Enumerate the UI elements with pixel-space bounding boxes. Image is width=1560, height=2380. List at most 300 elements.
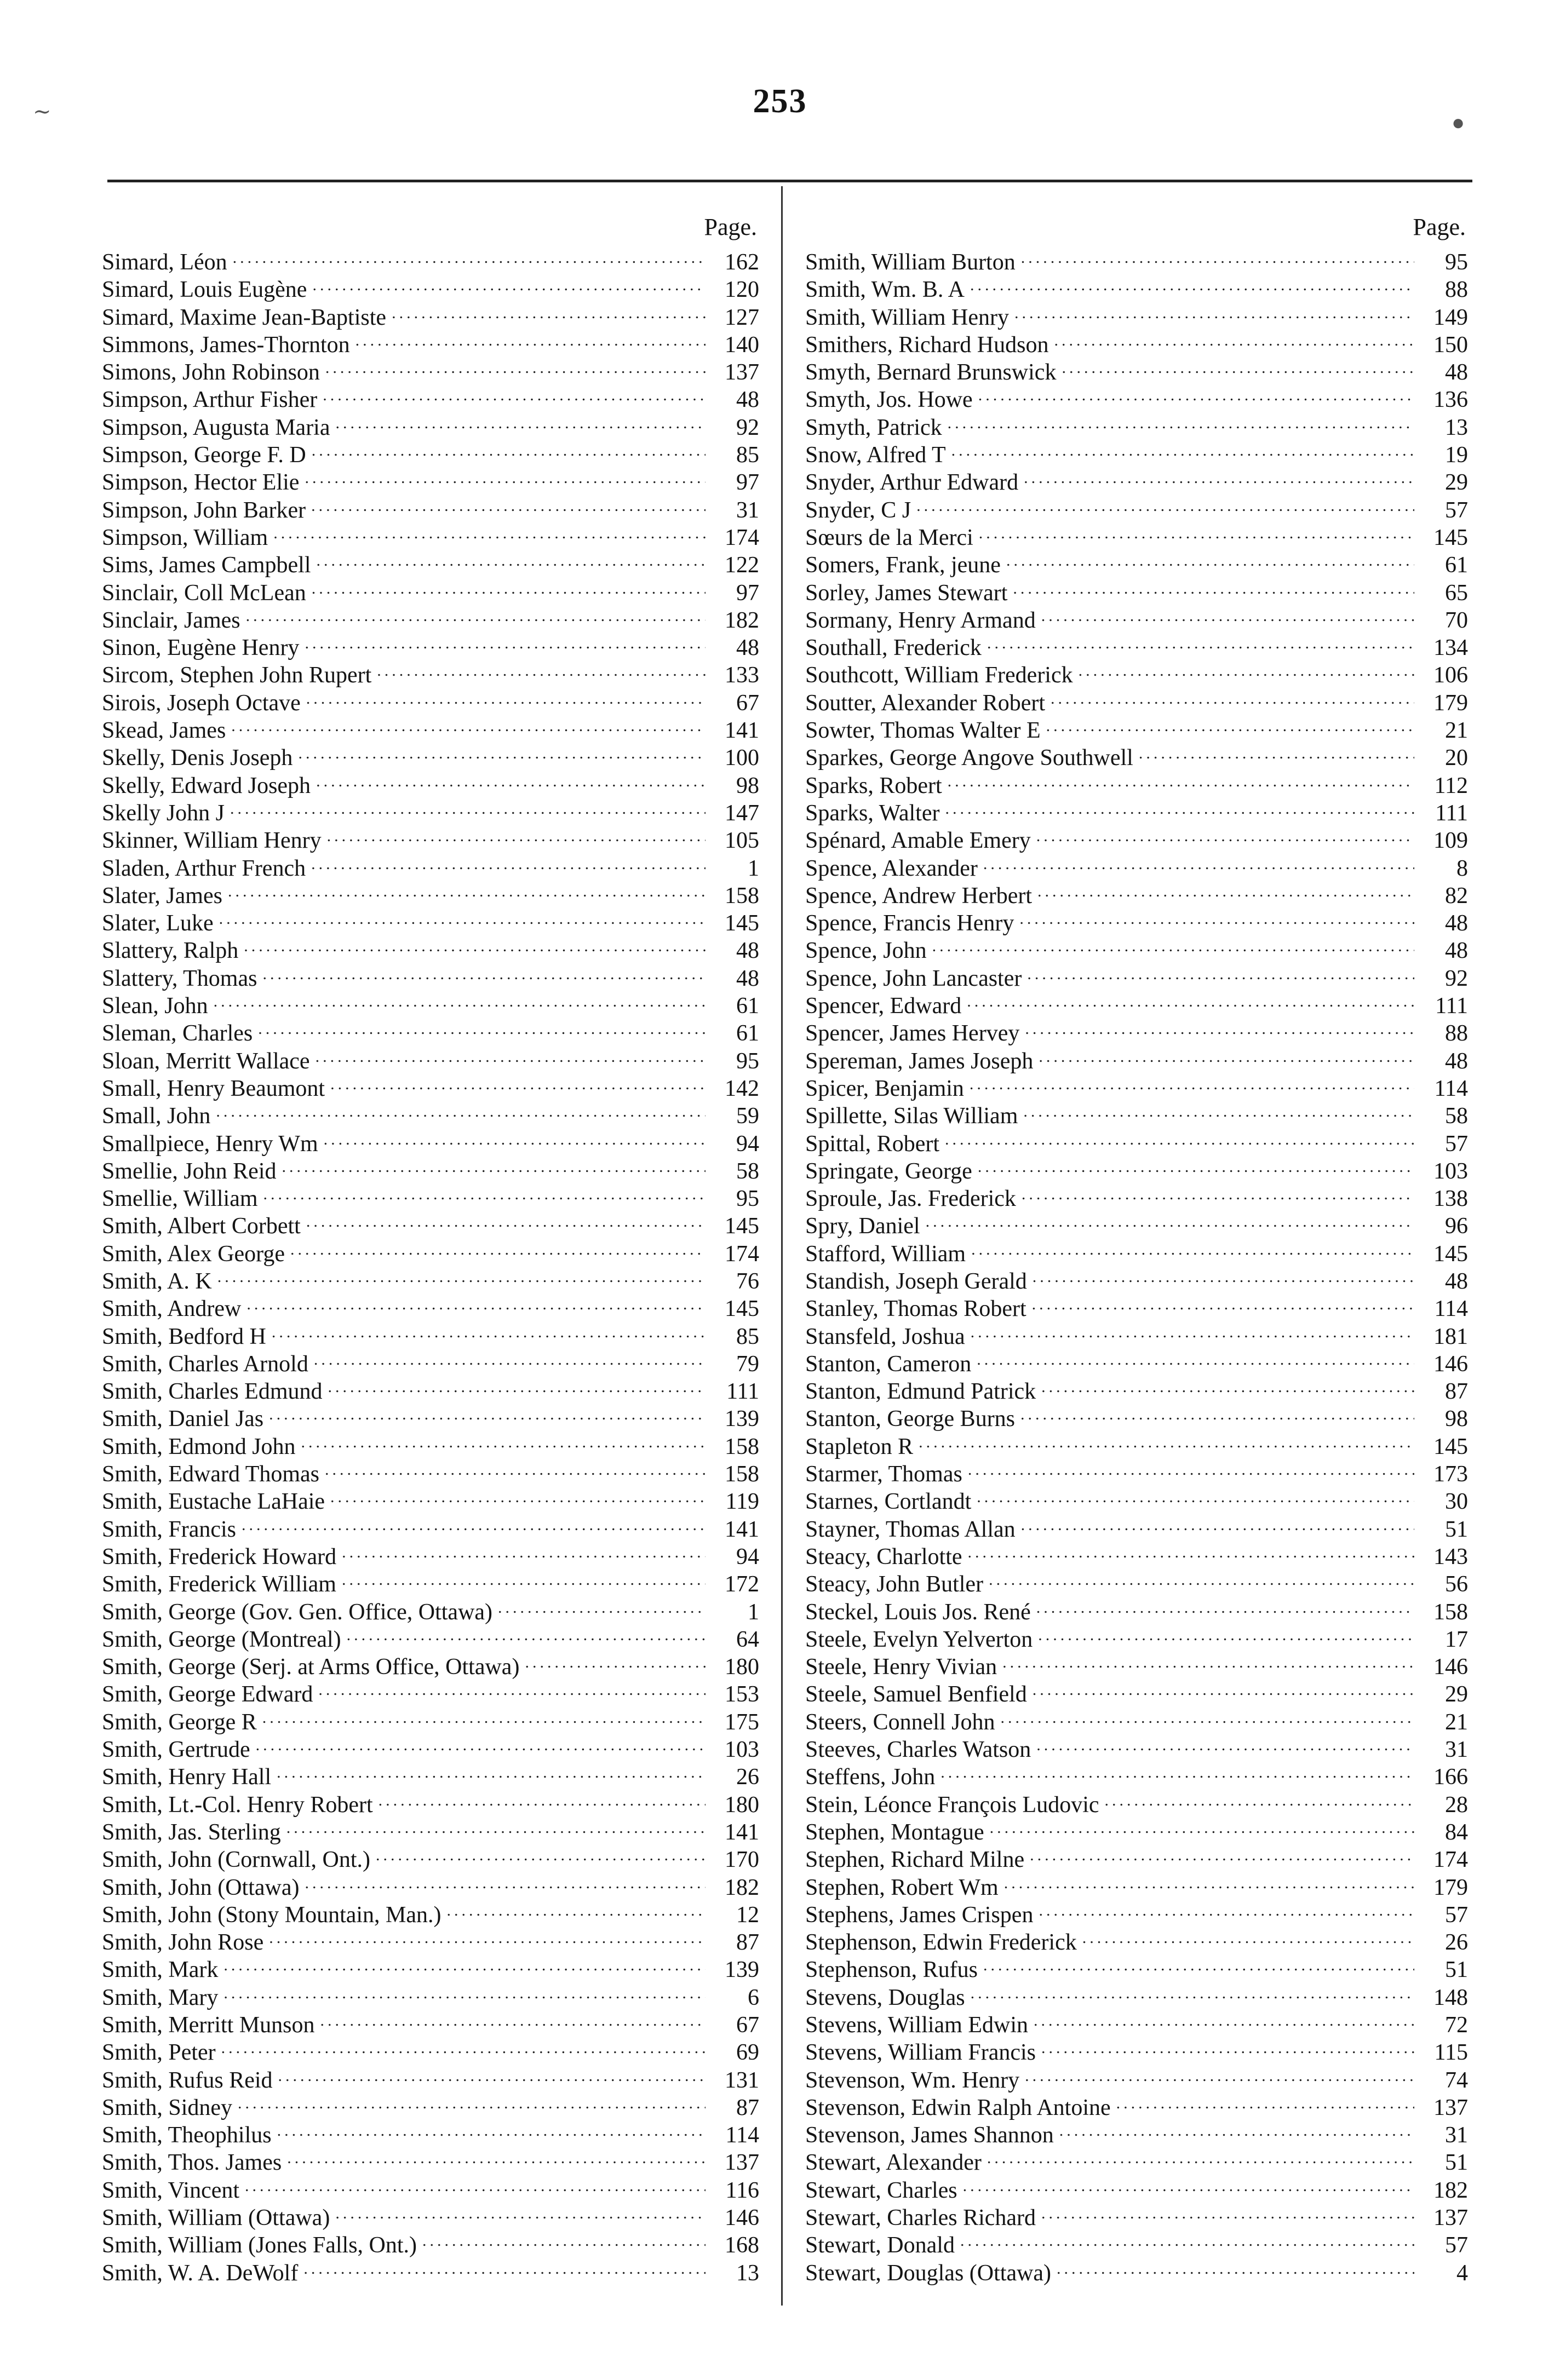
entry-name: Spicer, Benjamin xyxy=(805,1076,964,1101)
dot-leader xyxy=(1036,1729,1414,1757)
entry-name: Sircom, Stephen John Rupert xyxy=(102,663,372,688)
entry-page-number: 17 xyxy=(1445,1626,1468,1652)
entry-page-number: 94 xyxy=(736,1131,759,1157)
entry-name: Sœurs de la Merci xyxy=(805,525,973,550)
entry-list xyxy=(805,242,1468,2286)
entry-page-number: 97 xyxy=(736,470,759,496)
entry-name: Simpson, Arthur Fisher xyxy=(102,387,318,413)
dot-leader xyxy=(219,903,706,930)
dot-leader xyxy=(919,1427,1414,1454)
entry-name: Spence, John Lancaster xyxy=(805,965,1022,991)
entry-page-number: 158 xyxy=(725,1462,759,1487)
entry-name: Somers, Frank, jeune xyxy=(805,553,1001,578)
entry-page-number: 51 xyxy=(1445,2150,1468,2176)
entry-name: Smallpiece, Henry Wm xyxy=(102,1131,318,1157)
entry-page-number: 168 xyxy=(725,2233,759,2258)
entry-name: Stanton, George Burns xyxy=(805,1406,1016,1432)
dot-leader xyxy=(342,1564,706,1591)
dot-leader xyxy=(1030,1839,1414,1867)
entry-page-number: 21 xyxy=(1445,1709,1468,1735)
entry-name: Steele, Samuel Benfield xyxy=(805,1682,1027,1708)
entry-name: Southcott, William Frederick xyxy=(805,663,1073,688)
entry-page-number: 48 xyxy=(736,938,759,964)
dot-leader xyxy=(983,1950,1414,1977)
entry-page-number: 48 xyxy=(1445,911,1468,936)
dot-leader xyxy=(945,1124,1414,1151)
entry-name: Skelly, Edward Joseph xyxy=(102,773,311,798)
entry-page-number: 158 xyxy=(725,883,759,909)
dot-leader xyxy=(216,1096,706,1123)
entry-page-number: 96 xyxy=(1445,1214,1468,1239)
dot-leader xyxy=(1057,2253,1414,2280)
dot-leader xyxy=(1033,1261,1414,1289)
entry-page-number: 106 xyxy=(1433,663,1468,688)
dot-leader xyxy=(273,518,706,545)
entry-page-number: 48 xyxy=(1445,1048,1468,1074)
entry-page-number: 31 xyxy=(1445,1737,1468,1763)
entry-page-number: 57 xyxy=(1445,2233,1468,2258)
dot-leader xyxy=(1024,462,1414,490)
dot-leader xyxy=(977,1481,1414,1509)
dot-leader xyxy=(979,518,1414,545)
dot-leader xyxy=(327,820,706,848)
dot-leader xyxy=(263,1178,706,1206)
entry-name: Smith, Theophilus xyxy=(102,2123,272,2148)
entry-name: Smith, William (Ottawa) xyxy=(102,2205,330,2231)
dot-leader xyxy=(320,2005,706,2032)
dot-leader xyxy=(230,793,706,820)
entry-page-number: 88 xyxy=(1445,277,1468,303)
entry-name: Smith, Jas. Sterling xyxy=(102,1819,281,1845)
entry-name: Simpson, George F. D xyxy=(102,442,306,468)
dot-leader xyxy=(269,1922,706,1950)
entry-page-number: 180 xyxy=(725,1792,759,1818)
entry-page-number: 145 xyxy=(725,911,759,936)
entry-page-number: 158 xyxy=(725,1434,759,1459)
dot-leader xyxy=(960,2225,1414,2252)
entry-name: Smith, Lt.-Col. Henry Robert xyxy=(102,1792,373,1818)
entry-name: Skinner, William Henry xyxy=(102,828,322,854)
entry-name: Smith, William (Jones Falls, Ont.) xyxy=(102,2233,417,2258)
scan-mark: ● xyxy=(1452,110,1465,135)
dot-leader xyxy=(312,573,706,600)
entry-page-number: 1 xyxy=(748,855,759,881)
entry-name: Stephen, Robert Wm xyxy=(805,1875,999,1900)
entry-name: Simard, Louis Eugène xyxy=(102,277,307,303)
entry-page-number: 48 xyxy=(736,965,759,991)
entry-page-number: 134 xyxy=(1433,635,1468,661)
index-column-right xyxy=(805,212,1468,2286)
entry-name: Stevenson, James Shannon xyxy=(805,2123,1054,2148)
entry-name: Spence, Francis Henry xyxy=(805,911,1014,936)
dot-leader xyxy=(1021,242,1414,269)
dot-leader xyxy=(277,2115,706,2142)
entry-page-number: 65 xyxy=(1445,580,1468,606)
dot-leader xyxy=(228,876,706,903)
entry-name: Smith, Francis xyxy=(102,1516,237,1542)
entry-page-number: 137 xyxy=(1433,2205,1468,2231)
entry-name: Slean, John xyxy=(102,993,208,1019)
entry-page-number: 85 xyxy=(736,442,759,468)
entry-page-number: 158 xyxy=(1433,1599,1468,1625)
dot-leader xyxy=(305,1867,706,1895)
entry-page-number: 105 xyxy=(725,828,759,854)
entry-name: Stephens, James Crispen xyxy=(805,1902,1034,1928)
dot-leader xyxy=(330,1068,706,1096)
dot-leader xyxy=(244,930,706,958)
entry-page-number: 145 xyxy=(725,1296,759,1322)
entry-name: Small, Henry Beaumont xyxy=(102,1076,325,1101)
entry-name: Smith, Frederick William xyxy=(102,1572,336,1597)
dot-leader xyxy=(355,325,706,352)
entry-name: Starnes, Cortlandt xyxy=(805,1489,972,1515)
entry-name: Spereman, James Joseph xyxy=(805,1048,1034,1074)
entry-name: Spry, Daniel xyxy=(805,1214,920,1239)
entry-page-number: 48 xyxy=(736,387,759,413)
entry-name: Simard, Léon xyxy=(102,250,227,275)
dot-leader xyxy=(377,655,706,682)
entry-name: Smith, John (Stony Mountain, Man.) xyxy=(102,1902,441,1928)
entry-page-number: 1 xyxy=(748,1599,759,1625)
entry-name: Stein, Léonce François Ludovic xyxy=(805,1792,1099,1818)
dot-leader xyxy=(1006,545,1414,572)
entry-name: Smellie, William xyxy=(102,1186,258,1212)
dot-leader xyxy=(325,1454,706,1481)
entry-page-number: 119 xyxy=(725,1489,759,1515)
dot-leader xyxy=(303,2253,706,2280)
entry-name: Sorley, James Stewart xyxy=(805,580,1008,606)
dot-leader xyxy=(1020,1399,1414,1426)
dot-leader xyxy=(323,380,706,407)
entry-name: Slater, James xyxy=(102,883,222,909)
entry-page-number: 146 xyxy=(725,2205,759,2231)
entry-page-number: 51 xyxy=(1445,1516,1468,1542)
entry-page-number: 137 xyxy=(1433,2095,1468,2120)
dot-leader xyxy=(447,1895,706,1922)
entry-name: Spencer, Edward xyxy=(805,993,962,1019)
entry-page-number: 146 xyxy=(1433,1351,1468,1377)
entry-page-number: 26 xyxy=(1445,1930,1468,1956)
entry-name: Snyder, C J xyxy=(805,497,911,523)
entry-page-number: 61 xyxy=(1445,553,1468,578)
entry-name: Stevenson, Wm. Henry xyxy=(805,2067,1020,2093)
dot-leader xyxy=(1062,352,1414,380)
entry-page-number: 70 xyxy=(1445,607,1468,633)
entry-page-number: 109 xyxy=(1433,828,1468,854)
entry-page-number: 57 xyxy=(1445,1131,1468,1157)
dot-leader xyxy=(1002,1647,1414,1674)
entry-name: Simons, John Robinson xyxy=(102,360,320,386)
entry-page-number: 69 xyxy=(736,2040,759,2066)
entry-page-number: 67 xyxy=(736,2013,759,2038)
column-page-heading: Page. xyxy=(704,214,757,240)
dot-leader xyxy=(1025,2060,1414,2088)
dot-leader xyxy=(311,848,706,876)
entry-page-number: 92 xyxy=(736,415,759,440)
entry-page-number: 74 xyxy=(1445,2067,1468,2093)
scan-mark: ∼ xyxy=(33,99,51,124)
entry-page-number: 111 xyxy=(1435,800,1468,826)
dot-leader xyxy=(311,490,706,518)
dot-leader xyxy=(1041,2032,1414,2060)
dot-leader xyxy=(1032,1289,1414,1316)
dot-leader xyxy=(932,930,1414,958)
entry-name: Sirois, Joseph Octave xyxy=(102,690,301,716)
entry-page-number: 82 xyxy=(1445,883,1468,909)
dot-leader xyxy=(1139,738,1414,765)
entry-name: Smith, Thos. James xyxy=(102,2150,282,2176)
dot-leader xyxy=(290,1234,706,1261)
dot-leader xyxy=(968,1454,1414,1481)
entry-page-number: 133 xyxy=(725,663,759,688)
entry-name: Stewart, Alexander xyxy=(805,2150,982,2176)
entry-name: Simmons, James-Thornton xyxy=(102,332,350,358)
index-column-left xyxy=(102,212,759,2286)
entry-name: Stansfeld, Joshua xyxy=(805,1324,965,1349)
entry-name: Spencer, James Hervey xyxy=(805,1021,1020,1047)
entry-page-number: 146 xyxy=(1433,1654,1468,1680)
entry-name: Smith, Daniel Jas xyxy=(102,1406,264,1432)
entry-page-number: 19 xyxy=(1445,442,1468,468)
entry-name: Stewart, Douglas (Ottawa) xyxy=(805,2260,1052,2286)
entry-name: Simpson, John Barker xyxy=(102,497,306,523)
dot-leader xyxy=(376,1839,706,1867)
entry-page-number: 98 xyxy=(1445,1406,1468,1432)
entry-page-number: 182 xyxy=(1433,2177,1468,2203)
dot-leader xyxy=(217,1261,706,1289)
entry-page-number: 29 xyxy=(1445,1682,1468,1708)
entry-page-number: 76 xyxy=(736,1268,759,1294)
entry-page-number: 174 xyxy=(1433,1847,1468,1873)
entry-page-number: 26 xyxy=(736,1764,759,1790)
dot-leader xyxy=(990,1812,1414,1839)
entry-page-number: 67 xyxy=(736,690,759,716)
entry-page-number: 30 xyxy=(1445,1489,1468,1515)
dot-leader xyxy=(940,1757,1414,1784)
dot-leader xyxy=(262,1702,706,1729)
dot-leader xyxy=(1046,710,1414,738)
dot-leader xyxy=(286,1812,706,1839)
dot-leader xyxy=(316,1041,706,1068)
entry-name: Steckel, Louis Jos. René xyxy=(805,1599,1031,1625)
entry-page-number: 98 xyxy=(736,773,759,798)
dot-leader xyxy=(1022,1178,1414,1206)
entry-name: Stevens, Douglas xyxy=(805,1985,965,2010)
entry-name: Smith, Wm. B. A xyxy=(805,277,965,303)
column-divider xyxy=(781,186,783,2306)
entry-page-number: 115 xyxy=(1434,2040,1468,2066)
entry-page-number: 137 xyxy=(725,360,759,386)
entry-name: Smith, Gertrude xyxy=(102,1737,250,1763)
entry-name: Simpson, Hector Elie xyxy=(102,470,300,496)
dot-leader xyxy=(1041,600,1414,628)
entry-name: Steers, Connell John xyxy=(805,1709,995,1735)
dot-leader xyxy=(989,1564,1414,1591)
dot-leader xyxy=(983,848,1414,876)
entry-page-number: 85 xyxy=(736,1324,759,1349)
dot-leader xyxy=(1027,958,1414,986)
entry-page-number: 180 xyxy=(725,1654,759,1680)
entry-page-number: 103 xyxy=(1433,1158,1468,1184)
entry-name: Smithers, Richard Hudson xyxy=(805,332,1049,358)
entry-name: Smith, Rufus Reid xyxy=(102,2067,273,2093)
entry-name: Spillette, Silas William xyxy=(805,1103,1018,1129)
dot-leader xyxy=(977,1344,1414,1371)
entry-page-number: 153 xyxy=(725,1682,759,1708)
entry-name: Sims, James Campbell xyxy=(102,553,311,578)
dot-leader xyxy=(231,710,706,738)
entry-name: Steacy, Charlotte xyxy=(805,1544,962,1570)
entry-page-number: 57 xyxy=(1445,497,1468,523)
entry-name: Smith, John (Ottawa) xyxy=(102,1875,300,1900)
entry-name: Smith, Eustache LaHaie xyxy=(102,1489,325,1515)
entry-page-number: 131 xyxy=(725,2067,759,2093)
dot-leader xyxy=(316,766,706,793)
entry-page-number: 138 xyxy=(1433,1186,1468,1212)
entry-name: Sloan, Merritt Wallace xyxy=(102,1048,310,1074)
entry-page-number: 94 xyxy=(736,1544,759,1570)
entry-page-number: 28 xyxy=(1445,1792,1468,1818)
dot-leader xyxy=(305,628,706,655)
dot-leader xyxy=(335,2198,706,2225)
entry-page-number: 114 xyxy=(1434,1076,1468,1101)
entry-page-number: 72 xyxy=(1445,2013,1468,2038)
dot-leader xyxy=(314,1344,706,1371)
entry-name: Smith, Andrew xyxy=(102,1296,242,1322)
dot-leader xyxy=(330,1481,706,1509)
entry-name: Sleman, Charles xyxy=(102,1021,253,1047)
entry-name: Smith, William Henry xyxy=(805,304,1010,330)
entry-name: Smith, Peter xyxy=(102,2040,216,2066)
entry-page-number: 179 xyxy=(1433,1875,1468,1900)
entry-name: Simpson, William xyxy=(102,525,268,550)
dot-leader xyxy=(916,490,1414,518)
dot-leader xyxy=(347,1619,706,1647)
entry-name: Sladen, Arthur French xyxy=(102,855,306,881)
entry-name: Spénard, Amable Emery xyxy=(805,828,1031,854)
entry-name: Smith, John (Cornwall, Ont.) xyxy=(102,1847,370,1873)
entry-name: Smith, Edward Thomas xyxy=(102,1462,320,1487)
entry-page-number: 48 xyxy=(1445,1268,1468,1294)
dot-leader xyxy=(971,1977,1414,2005)
entry-page-number: 4 xyxy=(1456,2260,1468,2286)
dot-leader xyxy=(968,1537,1414,1564)
entry-page-number: 111 xyxy=(726,1379,759,1405)
entry-name: Skelly John J xyxy=(102,800,225,826)
dot-leader xyxy=(318,1674,706,1701)
entry-name: Steacy, John Butler xyxy=(805,1572,984,1597)
entry-name: Smith, Mary xyxy=(102,1985,219,2010)
entry-page-number: 145 xyxy=(1433,525,1468,550)
dot-leader xyxy=(238,2088,706,2115)
entry-name: Smith, Albert Corbett xyxy=(102,1214,301,1239)
entry-page-number: 120 xyxy=(725,277,759,303)
dot-leader xyxy=(233,242,706,269)
entry-page-number: 173 xyxy=(1433,1462,1468,1487)
dot-leader xyxy=(312,435,706,462)
entry-page-number: 31 xyxy=(1445,2123,1468,2148)
entry-page-number: 175 xyxy=(725,1709,759,1735)
dot-leader xyxy=(312,269,706,297)
entry-page-number: 84 xyxy=(1445,1819,1468,1845)
entry-page-number: 103 xyxy=(725,1737,759,1763)
entry-page-number: 145 xyxy=(1433,1241,1468,1267)
dot-leader xyxy=(298,738,706,765)
dot-leader xyxy=(1023,1096,1414,1123)
dot-leader xyxy=(245,2170,706,2198)
dot-leader xyxy=(1105,1785,1414,1812)
entry-page-number: 58 xyxy=(1445,1103,1468,1129)
dot-leader xyxy=(948,407,1414,435)
entry-name: Sparks, Walter xyxy=(805,800,940,826)
entry-name: Sinon, Eugène Henry xyxy=(102,635,300,661)
dot-leader xyxy=(1036,1592,1414,1619)
dot-leader xyxy=(1025,1013,1414,1040)
entry-name: Smith, George (Montreal) xyxy=(102,1626,341,1652)
entry-name: Smyth, Patrick xyxy=(805,415,942,440)
dot-leader xyxy=(1116,2088,1414,2115)
entry-page-number: 56 xyxy=(1445,1572,1468,1597)
dot-leader xyxy=(324,1124,706,1151)
dot-leader xyxy=(926,1206,1414,1233)
entry-page-number: 8 xyxy=(1456,855,1468,881)
entry-page-number: 13 xyxy=(736,2260,759,2286)
entry-page-number: 139 xyxy=(725,1406,759,1432)
dot-leader xyxy=(306,683,706,710)
entry-name: Smith, Vincent xyxy=(102,2177,240,2203)
entry-name: Stewart, Donald xyxy=(805,2233,955,2258)
dot-leader xyxy=(242,1509,706,1537)
dot-leader xyxy=(978,380,1414,407)
column-page-heading: Page. xyxy=(1413,214,1466,240)
dot-leader xyxy=(1051,683,1414,710)
entry-name: Stewart, Charles xyxy=(805,2177,957,2203)
entry-page-number: 150 xyxy=(1433,332,1468,358)
entry-page-number: 64 xyxy=(736,1626,759,1652)
dot-leader xyxy=(325,352,706,380)
entry-page-number: 140 xyxy=(725,332,759,358)
entry-name: Stanton, Cameron xyxy=(805,1351,972,1377)
entry-name: Stevenson, Edwin Ralph Antoine xyxy=(805,2095,1111,2120)
entry-page-number: 92 xyxy=(1445,965,1468,991)
entry-page-number: 79 xyxy=(736,1351,759,1377)
entry-page-number: 61 xyxy=(736,993,759,1019)
entry-name: Smith, A. K xyxy=(102,1268,212,1294)
entry-name: Snyder, Arthur Edward xyxy=(805,470,1019,496)
entry-name: Starmer, Thomas xyxy=(805,1462,962,1487)
entry-name: Smith, William Burton xyxy=(805,250,1016,275)
entry-page-number: 13 xyxy=(1445,415,1468,440)
dot-leader xyxy=(1019,903,1414,930)
index-entry xyxy=(102,242,759,275)
dot-leader xyxy=(306,1206,706,1233)
entry-page-number: 127 xyxy=(725,304,759,330)
index-entry xyxy=(805,242,1468,275)
dot-leader xyxy=(1000,1702,1414,1729)
entry-name: Smith, Charles Arnold xyxy=(102,1351,308,1377)
entry-page-number: 95 xyxy=(736,1048,759,1074)
entry-page-number: 100 xyxy=(725,745,759,771)
entry-name: Smith, W. A. DeWolf xyxy=(102,2260,299,2286)
dot-leader xyxy=(1041,1371,1414,1399)
entry-page-number: 122 xyxy=(725,553,759,578)
entry-name: Sparkes, George Angove Southwell xyxy=(805,745,1133,771)
entry-page-number: 181 xyxy=(1433,1324,1468,1349)
entry-page-number: 166 xyxy=(1433,1764,1468,1790)
entry-page-number: 59 xyxy=(736,1103,759,1129)
entry-name: Smith, Merritt Munson xyxy=(102,2013,315,2038)
dot-leader xyxy=(342,1537,706,1564)
